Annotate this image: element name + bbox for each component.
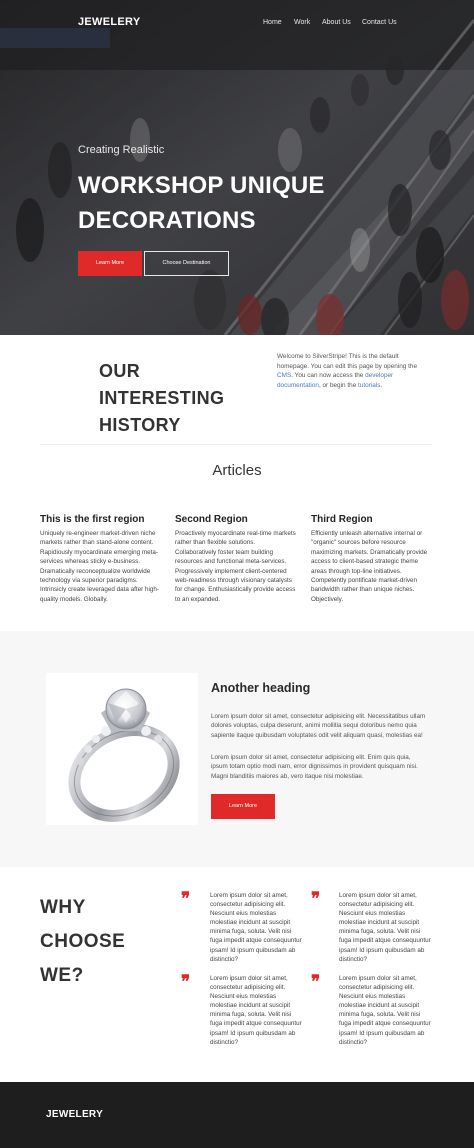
nav-item-work[interactable]: Work xyxy=(294,19,311,26)
why-choose-title xyxy=(40,891,160,993)
feature-paragraph-1: Lorem ipsum dolor sit amet, consectetur adipisicing elit. Necessitatibus ullam dolores voluptas, culpa deserunt, animi mollitia sequi doloribus nemo quia sapiente itaque quibusdam voluptates odit velit aliquam quasi, molestias ea! xyxy=(211,713,426,739)
why-title-line-3: WE? xyxy=(40,965,84,986)
cms-link[interactable]: CMS xyxy=(277,372,292,380)
hero-banner xyxy=(0,0,474,335)
history-text-part-3: , or begin the xyxy=(318,381,359,389)
testimonial-text-4: Lorem ipsum dolor sit amet, consectetur adipisicing elit. Nesciunt eius molestias molestiae incidunt at suscipit minima fuga, soluta. Velit nisi fuga impedit atque consequuntur ipsam! Id ipsum quibusdam ab distinctio? xyxy=(339,975,431,1046)
quote-icon: ❞ xyxy=(181,972,191,991)
article-region-1 xyxy=(40,514,162,604)
section-divider xyxy=(40,444,432,445)
site-logo[interactable]: JEWELERY xyxy=(78,16,141,28)
history-text-part-4: . xyxy=(380,381,383,389)
region-3-title: Third Region xyxy=(311,514,373,525)
history-intro-text xyxy=(277,352,417,390)
hero-choose-destination-button[interactable]: Choose Destination xyxy=(144,251,229,276)
testimonial-text-2: Lorem ipsum dolor sit amet, consectetur adipisicing elit. Nesciunt eius molestias molestiae incidunt at suscipit minima fuga, soluta. Velit nisi fuga impedit atque consequuntur ipsam! Id ipsum quibusdam ab distinctio? xyxy=(339,892,431,963)
footer-logo[interactable]: JEWELERY xyxy=(46,1109,104,1120)
tutorials-link[interactable]: tutorials xyxy=(358,381,381,389)
history-text-part-2: . You can now access the xyxy=(291,372,366,380)
region-1-title: This is the first region xyxy=(40,514,145,525)
history-title-line-3: HISTORY xyxy=(99,415,181,435)
history-title-line-2: INTERESTING xyxy=(99,388,225,408)
hero-kicker: Creating Realistic xyxy=(78,144,165,156)
diamond-ring-icon xyxy=(46,673,198,825)
history-title xyxy=(99,358,239,439)
history-title-line-1: OUR xyxy=(99,361,141,381)
quote-icon: ❞ xyxy=(181,889,191,908)
region-3-body: Efficiently unleash alternative internal or "organic" sources before resource maximizing markets. Dramatically provide access to client-based strategic theme areas through top-line initiatives. Competently pontificate market-driven bandwidth rather than unique niches. Objectively. xyxy=(311,530,428,603)
region-2-title: Second Region xyxy=(175,514,248,525)
testimonial-text-1: Lorem ipsum dolor sit amet, consectetur adipisicing elit. Nesciunt eius molestias molestiae incidunt at suscipit minima fuga, soluta. Velit nisi fuga impedit atque consequuntur ipsam! Id ipsum quibusdam ab distinctio? xyxy=(210,892,302,963)
history-text-part-1: Welcome to SilverStripe! This is the default homepage. You can edit this page by opening the xyxy=(277,353,417,370)
feature-heading: Another heading xyxy=(211,681,311,695)
article-region-3 xyxy=(311,514,433,604)
top-navigation xyxy=(0,0,474,48)
hero-learn-more-button[interactable]: Learn More xyxy=(78,251,142,276)
articles-heading: Articles xyxy=(212,462,262,479)
why-title-line-2: CHOOSE xyxy=(40,931,126,952)
region-1-body: Uniquely re-engineer market-driven niche markets rather than stand-alone content. Rapidiously myocardinate emerging meta-services whereas sticky e-business. Dramatically reconceptualize worldwide technology via superior paradigms. Intrinsicly create leveraged data after high-quality models. Globally. xyxy=(40,530,160,603)
why-title-line-1: WHY xyxy=(40,897,86,918)
nav-item-about-us[interactable]: About Us xyxy=(322,19,351,26)
nav-item-contact-us[interactable]: Contact Us xyxy=(362,19,397,26)
developer-documentation-link[interactable]: developer documentation xyxy=(277,372,394,389)
hero-title-line-1: WORKSHOP UNIQUE xyxy=(78,172,325,199)
nav-item-home[interactable]: Home xyxy=(263,19,282,26)
ring-image xyxy=(46,673,198,825)
feature-learn-more-button[interactable]: Learn More xyxy=(211,794,275,819)
region-2-body: Proactively myocardinate real-time markets rather than flexible solutions. Collaboratively foster team building resources and functional meta-services. Progressively implement client-centered web-readiness through visionary catalysts for change. Enthusiastically provide access to an expanded. xyxy=(175,530,296,603)
article-region-2 xyxy=(175,514,297,604)
quote-icon: ❞ xyxy=(311,889,321,908)
hero-title xyxy=(78,168,378,238)
hero-title-line-2: DECORATIONS xyxy=(78,207,256,234)
quote-icon: ❞ xyxy=(311,972,321,991)
testimonial-text-3: Lorem ipsum dolor sit amet, consectetur adipisicing elit. Nesciunt eius molestias molestiae incidunt at suscipit minima fuga, soluta. Velit nisi fuga impedit atque consequuntur ipsam! Id ipsum quibusdam ab distinctio? xyxy=(210,975,302,1046)
feature-paragraph-2: Lorem ipsum dolor sit amet, consectetur adipisicing elit. Enim quis quia, ipsum totam optio modi nam, error dignissimos in provident quisquam nisi. Magni blanditiis maiores ab, vero itaque nisi molestiae. xyxy=(211,754,418,780)
